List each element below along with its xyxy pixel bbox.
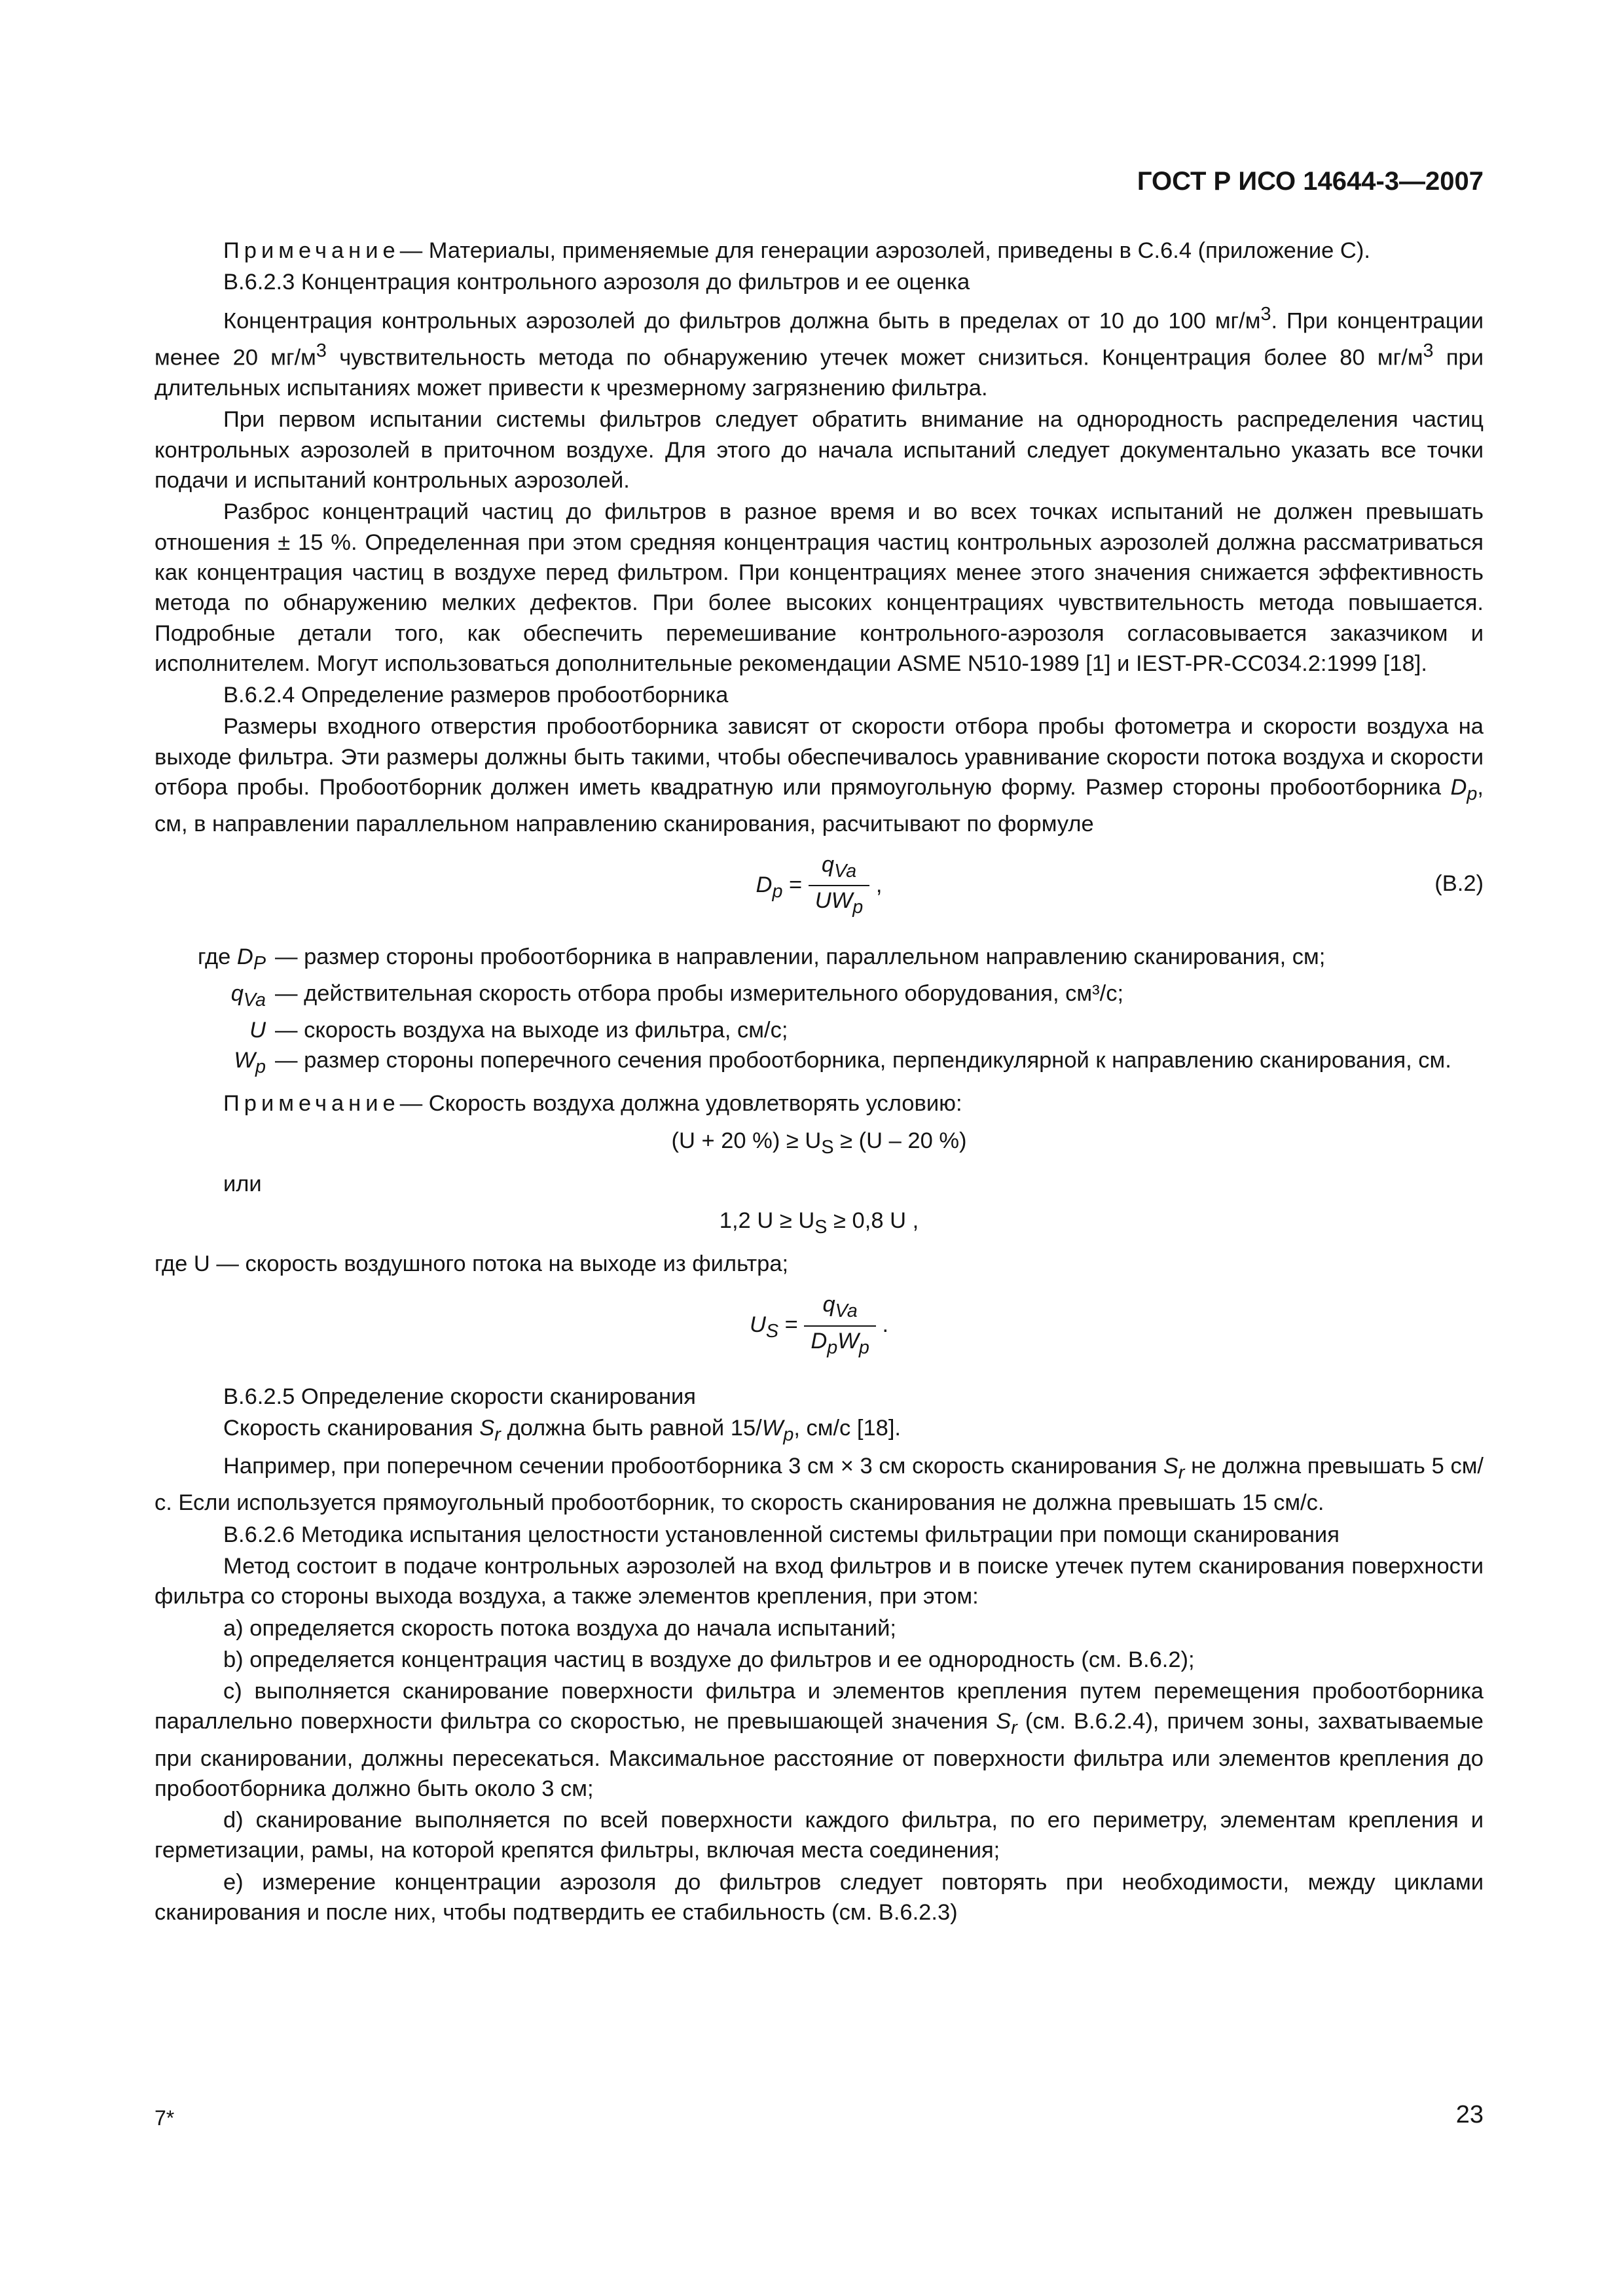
paragraph: Например, при поперечном сечении пробоотборника 3 см × 3 см скорость сканирования $S_r$ не должна превышать 5 см/с. Если используется прямоугольный пробоотборник, то скорость сканирования не должна превышать 15 см/с. xyxy=(155,1454,1484,1516)
condition-1: (U + 20 %) ≥ $U_S \ge (U - 20$ %) xyxy=(671,1128,967,1158)
paragraph: При первом испытании системы фильтров следует обратить внимание на однородность распределения частиц контрольных аэрозолей в приточном воздухе. Для этого до начала испытаний следует документально указать все точки подачи и испытаний контрольных аэрозолей. xyxy=(155,407,1484,493)
formula-us: $U_S$ = $\frac{q_{Va}}{D_pW_p}$ . xyxy=(155,1290,1484,1367)
or-label: или xyxy=(223,1171,262,1196)
section-heading: В.6.2.4 Определение размеров пробоотборника xyxy=(223,683,729,708)
sheet-mark: 7* xyxy=(155,2106,175,2130)
paragraph: Размеры входного отверстия пробоотборника зависят от скорости отбора пробы фотометра и скорости воздуха на выходе фильтра. Эти размеры должны быть такими, чтобы обеспечивалось уравнивание скорости потока воздуха и скорости отбора пробы. Пробоотборник должен иметь квадратную или прямоугольную форму. Размер стороны пробоотборника $D_p$, см, в направлении параллельном направлению сканирования, расчитывают по формуле xyxy=(155,714,1484,837)
list-item: b) определяется концентрация частиц в воздухе до фильтров и ее однородность (см. В.6.2); xyxy=(223,1647,1195,1672)
section-heading: В.6.2.6 Методика испытания целостности установленной системы фильтрации при помощи сканирования xyxy=(223,1522,1340,1547)
paragraph: Метод состоит в подаче контрольных аэрозолей на вход фильтров и в поиске утечек путем сканирования поверхности фильтра со стороны выхода воздуха, а также элементов крепления, при этом: xyxy=(155,1553,1484,1609)
variable-definitions: где $D_P$ — размер стороны пробоотборника в направлении, параллельном направлению сканирования, см; $q_{Va}$ — действительная скорость отбора пробы измерительного оборудования, см³/с; U — скорость воздуха на выходе из фильтра, см/с; $W_p$ — размер стороны поперечного сечения пробоотборника, перпендикулярной к направлению сканирования, см. xyxy=(197,944,1451,1078)
document-body xyxy=(155,236,1484,1929)
note-paragraph: Примечание— Скорость воздуха должна удовлетворять условию: xyxy=(223,1091,962,1117)
section-heading: В.6.2.3 Концентрация контрольного аэрозоля до фильтров и ее оценка xyxy=(223,270,970,295)
paragraph: Скорость сканирования $S_r$ должна быть равной $15/W_p$, см/с [18]. xyxy=(223,1415,902,1445)
section-heading: В.6.2.5 Определение скорости сканирования xyxy=(223,1384,696,1409)
fraction: $\frac{q_{Va}}{D_pW_p}$ xyxy=(804,1290,876,1362)
paragraph: Концентрация контрольных аэрозолей до фильтров должна быть в пределах от 10 до 100 $мг/м^3$. При концентрации менее 20 $мг/м^3$ чувствительность метода по обнаружению утечек может снизиться. Концентрация более 80 $мг/м^3$ при длительных испытаниях может привести к чрезмерному загрязнению фильтра. xyxy=(155,303,1484,401)
formula-b2: $D_p$ = $\frac{q_{Va}}{UW_p}$ , (В.2) xyxy=(155,850,1484,927)
condition-2: 1,2 $U \ge U_S \ge 0,8$ U , xyxy=(719,1208,919,1238)
list-item: е) измерение концентрации аэрозоля до фильтров следует повторять при необходимости, между циклами сканирования и после них, чтобы подтвердить ее стабильность (см. В.6.2.3) xyxy=(155,1869,1484,1926)
list-item: а) определяется скорость потока воздуха до начала испытаний; xyxy=(223,1615,896,1641)
fraction: $\frac{q_{Va}}{UW_p}$ xyxy=(809,850,869,922)
paragraph: где U — скорость воздушного потока на выходе из фильтра; xyxy=(155,1251,789,1277)
formula-number: (В.2) xyxy=(1434,870,1484,896)
list-item: с) выполняется сканирование поверхности фильтра и элементов крепления путем перемещения пробоотборника параллельно поверхности фильтра со скоростью, не превышающей значения $S_r$ (см. В.6.2.4), причем зоны, захватываемые при сканировании, должны пересекаться. Максимальное расстояние от поверхности фильтра или элементов крепления до пробоотборника должно быть около 3 см; xyxy=(155,1679,1484,1801)
paragraph: Разброс концентраций частиц до фильтров в разное время и во всех точках испытаний не должен превышать отношения ± 15 %. Определенная при этом средняя концентрация частиц контрольных аэрозолей должна рассматриваться как концентрация частиц в воздухе перед фильтром. При концентрациях менее этого значения снижается эффективность метода по обнаружению мелких дефектов. При более высоких концентрациях чувствительность метода повышается. Подробные детали того, как обеспечить перемешивание контрольного-аэрозоля согласовывается заказчиком и исполнителем. Могут использоваться дополнительные рекомендации ASME N510-1989 [1] и IEST-PR-CC034.2:1999 [18]. xyxy=(155,499,1484,676)
note-label: Примечание xyxy=(223,238,400,263)
list-item: d) сканирование выполняется по всей поверхности каждого фильтра, по его периметру, элементам крепления и герметизации, рамы, на которой крепятся фильтры, включая места соединения; xyxy=(155,1808,1484,1863)
page-number: 23 xyxy=(1455,2101,1484,2128)
standard-header: ГОСТ Р ИСО 14644-3—2007 xyxy=(1137,167,1484,196)
note-paragraph: Примечание— Материалы, применяемые для генерации аэрозолей, приведены в С.6.4 (приложение С). xyxy=(223,238,1370,263)
